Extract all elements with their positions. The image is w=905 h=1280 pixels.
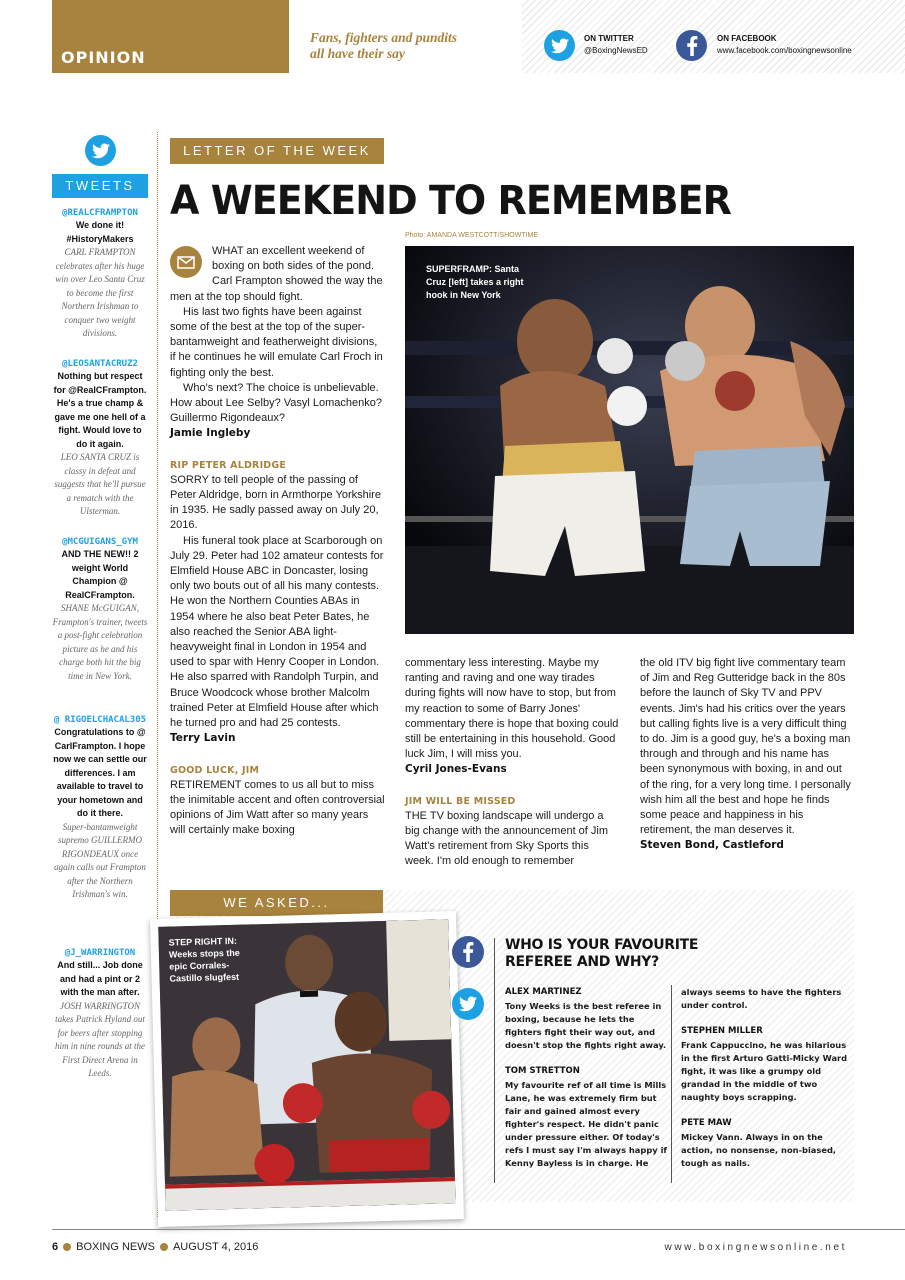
bullet-dot — [160, 1243, 168, 1251]
tagline: Fans, fighters and pundits all have their say — [310, 30, 458, 61]
answer-item — [681, 1117, 849, 1170]
tweet-handle[interactable]: @LEOSANTACRUZ2 — [62, 359, 138, 369]
facebook-icon[interactable] — [676, 30, 707, 61]
tweet-handle[interactable]: @ RIGOELCHACAL305 — [53, 715, 147, 725]
tweet-caption: JOSH WARRINGTON takes Patrick Hyland out for beers after stopping him in nine rounds at the First Direct Arena in Leeds. — [55, 1000, 145, 1078]
letter-column-3 — [640, 656, 854, 854]
tweet-text: And still... Job done and had a pint or 2 with the man after. — [57, 960, 143, 997]
issue-date: AUGUST 4, 2016 — [172, 1241, 259, 1253]
letter-paragraph: WHAT an excellent weekend of boxing on both sides of the pond. Carl Frampton showed the way the men at the top should fight. — [170, 245, 383, 303]
main-photo — [405, 246, 854, 634]
footer-rule — [52, 1229, 905, 1230]
tweet-text: Congratulations to @ CarlFrampton. I hope now we can settle our differences. I am available to travel to your hometown and do it there. — [53, 727, 147, 818]
letter-signature: Steven Bond, Castleford — [640, 839, 784, 852]
tweet-item — [52, 537, 148, 683]
answers-column-2 — [681, 986, 849, 1183]
tweet-item — [52, 948, 148, 1081]
footer-folio — [52, 1241, 258, 1253]
facebook-title: ON FACEBOOK — [717, 34, 777, 43]
section-label: OPINION — [61, 48, 146, 67]
we-asked-question: WHO IS YOUR FAVOURITE REFEREE AND WHY? — [505, 937, 699, 970]
letter-paragraph: commentary less interesting. Maybe my ranting and raving and one way tirades during fights will now have to stop, but from my reaction to some of Barry Jones' commentary there is hope that boxing could still be entertaining in this household. Good luck Jim, I will miss you. — [405, 657, 619, 761]
photo-credit: Photo: AMANDA WESTCOTT/SHOWTIME — [405, 232, 539, 239]
tweet-caption: CARL FRAMPTON celebrates after his huge win over Leo Santa Cruz to become the first Northern Irishman to conquer two weight divisions. — [55, 247, 145, 338]
tweets-label: TWEETS — [52, 174, 148, 198]
tweet-caption: SHANE McGUIGAN, Frampton's trainer, tweets a post-fight celebration picture as he and his charge both hit the big time in New York. — [52, 603, 148, 681]
photo-caption: STEP RIGHT IN: Weeks stops the epic Corrales-Castillo slugfest — [168, 935, 240, 984]
referee-photo — [150, 911, 464, 1227]
answer-name: STEPHEN MILLER — [681, 1026, 763, 1036]
twitter-icon[interactable] — [544, 30, 575, 61]
answer-name: ALEX MARTINEZ — [505, 987, 582, 997]
letter-paragraph: His funeral took place at Scarborough on July 29. Peter had 102 amateur contests for Elmfield House ABC in Doncaster, losing only two bouts out of all his many contests. He won the Northern Counties ABAs in 1954 where he also beat Peter Bates, he also reached the Senior ABA light-heavyweight final in London in 1954 and used to spar with Henry Cooper in London. He also sparred with Randolph Turpin, and Bruce Woodcock whose brother Malcolm trained Peter at Elmfield House after which he turned pro and had 25 contests. — [170, 534, 384, 730]
letter-signature: Jamie Ingleby — [170, 427, 251, 440]
envelope-icon — [170, 246, 202, 278]
answer-text: My favourite ref of all time is Mills Lane, he was extremely firm but fair and gained almost every fighter's respect. He didn't panic under pressure either. Of today's refs I must say I'm always happy if Kenny Bayless is in charge. He — [505, 1080, 668, 1168]
answer-item — [681, 986, 849, 1012]
twitter-icon[interactable] — [452, 988, 484, 1020]
boxing-photo-illustration — [405, 246, 854, 634]
tweet-text: Nothing but respect for @RealCFrampton. He's a true champ & gave me one hell of a fight. Would love to do it again. — [53, 371, 147, 449]
facebook-url[interactable]: www.facebook.com/boxingnewsonline — [717, 46, 852, 55]
letter-paragraph: Who's next? The choice is unbelievable. How about Lee Selby? Vasyl Lomachenko? Guillermo Rigondeaux? — [170, 381, 382, 425]
twitter-handle[interactable]: @BoxingNewsED — [584, 46, 648, 55]
footer-url[interactable]: www.boxingnewsonline.net — [664, 1242, 847, 1253]
letter-paragraph: RETIREMENT comes to us all but to miss the inimitable accent and often controversial opinions of Jim Watt after so many years will certainly make boxing — [170, 778, 385, 837]
facebook-icon[interactable] — [452, 936, 484, 968]
answer-text: Frank Cappuccino, he was hilarious in the first Arturo Gatti-Micky Ward fight, it was like a grumpy old grandad in the middle of two naughty boys scrapping. — [681, 1040, 848, 1102]
section-tab — [52, 0, 289, 73]
answer-text: always seems to have the fighters under control. — [681, 987, 842, 1010]
tweet-handle[interactable]: @REALCFRAMPTON — [62, 208, 138, 218]
twitter-bird-icon — [85, 135, 116, 166]
magazine-name: BOXING NEWS — [76, 1241, 155, 1253]
letter-signature: Cyril Jones-Evans — [405, 763, 507, 776]
tweet-text: We done it! #HistoryMakers — [66, 220, 134, 244]
tweet-item — [52, 359, 148, 519]
tweet-caption: Super-bantamweight supremo GUILLERMO RIGONDEAUX once again calls out Frampton after the Northern Irishman's win. — [54, 821, 146, 899]
page-number: 6 — [52, 1241, 59, 1253]
answer-divider — [494, 938, 495, 1183]
tweet-caption: LEO SANTA CRUZ is classy in defeat and suggests that he'll pursue a rematch with the Ulsterman. — [54, 452, 146, 516]
letter-of-week-label: LETTER OF THE WEEK — [170, 138, 384, 164]
answer-name: TOM STRETTON — [505, 1066, 580, 1076]
answer-item — [505, 986, 673, 1052]
we-asked-label: WE ASKED... — [170, 890, 383, 916]
bullet-dot — [63, 1243, 71, 1251]
answer-text: Tony Weeks is the best referee in boxing, because he lets the fighters fight their way out, and doesn't stop the fights right away. — [505, 1001, 667, 1050]
letter-subhead: JIM WILL BE MISSED — [405, 795, 516, 807]
letter-signature: Terry Lavin — [170, 732, 236, 745]
letter-paragraph: His last two fights have been against some of the best at the top of the super-bantamweight and featherweight divisions, if he continues he will emulate Carl Froch in fighting only the best. — [170, 305, 383, 379]
letter-subhead: RIP PETER ALDRIDGE — [170, 459, 287, 471]
photo-caption: SUPERFRAMP: Santa Cruz [left] takes a right hook in New York — [426, 264, 524, 300]
twitter-title: ON TWITTER — [584, 34, 634, 43]
answer-text: Mickey Vann. Always in on the action, no nonsense, non-biased, tough as nails. — [681, 1132, 837, 1168]
letter-column-1 — [170, 244, 385, 839]
letter-paragraph: SORRY to tell people of the passing of Peter Aldridge, born in Armthorpe Yorkshire in 1935. He sadly passed away on July 20, 2016. — [170, 473, 381, 532]
letter-subhead: GOOD LUCK, JIM — [170, 764, 260, 776]
referee-photo-image — [158, 919, 455, 1210]
answer-name: PETE MAW — [681, 1118, 732, 1128]
tweet-item — [52, 715, 148, 902]
letter-paragraph: the old ITV big fight live commentary team of Jim and Reg Gutteridge back in the 80s before the launch of Sky TV and PPV events. Jim's had his critics over the years but calling fights live is a very difficult thing to do. Jim is a good guy, he's a boxing man through and through and his name has been synonymous with boxing, in and out of the ring, for a very long time. I personally wish him all the best and hope he finds some peace and happiness in his retirement, the man deserves it. — [640, 657, 851, 837]
page-headline: A WEEKEND TO REMEMBER — [170, 178, 731, 224]
answers-column-1 — [505, 986, 673, 1183]
answer-item — [681, 1025, 849, 1104]
tweet-item — [52, 208, 148, 341]
tweet-text: AND THE NEW!! 2 weight World Champion @ RealCFrampton. — [61, 549, 139, 600]
letter-paragraph: THE TV boxing landscape will undergo a big change with the announcement of Jim Watt's retirement from Sky Sports this week. I'm old enough to remember — [405, 809, 609, 868]
tweet-handle[interactable]: @J_WARRINGTON — [64, 948, 136, 958]
answer-item — [505, 1065, 673, 1170]
letter-column-2 — [405, 656, 619, 870]
tweet-handle[interactable]: @MCGUIGANS_GYM — [62, 537, 138, 547]
social-banner — [522, 0, 905, 73]
